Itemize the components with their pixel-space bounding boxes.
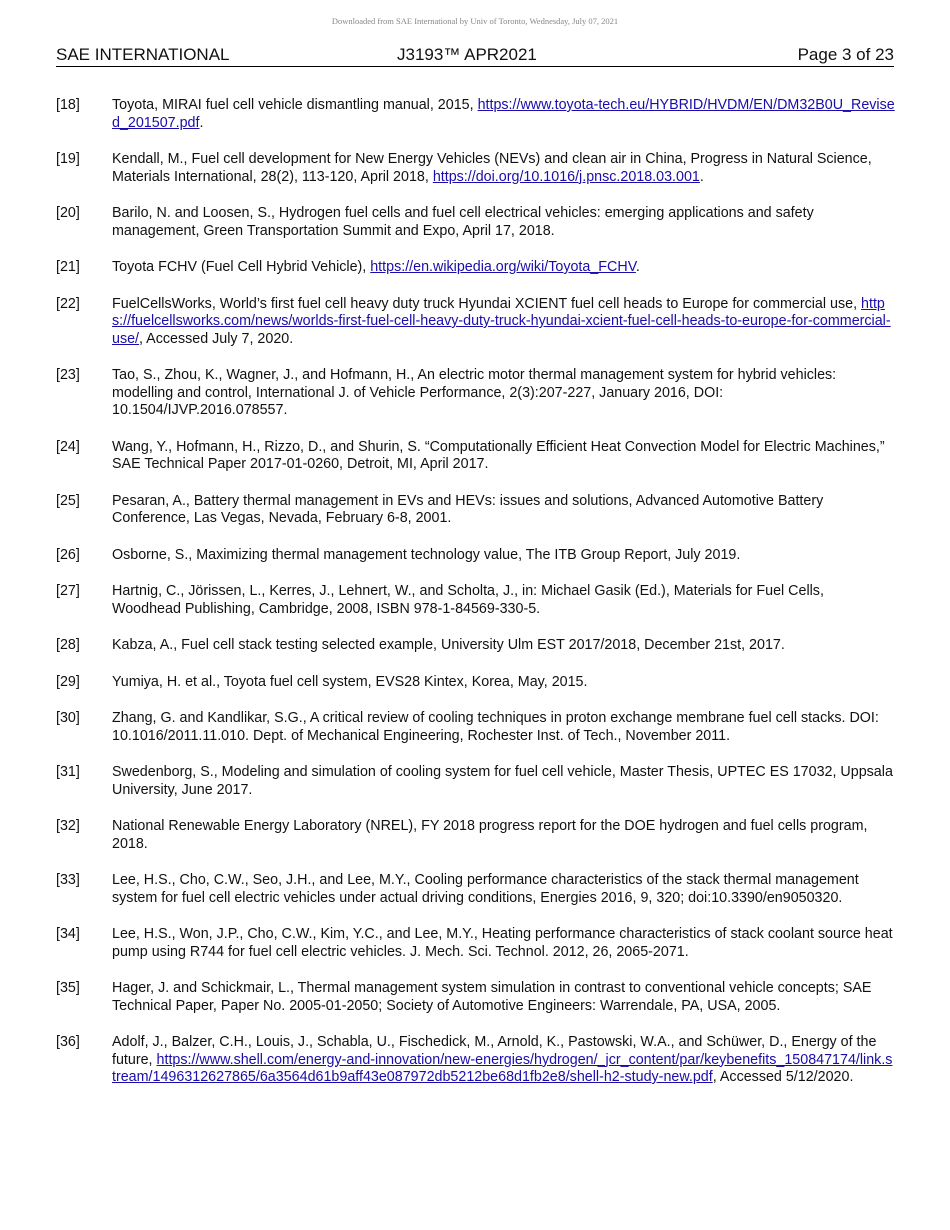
reference-body: Toyota FCHV (Fuel Cell Hybrid Vehicle), [112, 259, 371, 275]
reference-suffix: . [199, 114, 204, 131]
reference-body: Adolf, J., Balzer, C.H., Louis, J., Schabla, U., Fischedick, M., Arnold, K., Pastowski, W.A., and Schüwer, D., Energy of the future, [112, 1034, 877, 1068]
reference-number: [33] [56, 872, 80, 888]
reference-number: [36] [56, 1034, 80, 1050]
reference-number: [32] [56, 818, 80, 834]
reference-number: [19] [56, 151, 80, 167]
reference-text [112, 296, 896, 349]
reference-number: [21] [56, 259, 80, 275]
header-page-number: Page 3 of 23 [797, 45, 894, 64]
reference-suffix: , Accessed 5/12/2020. [712, 1069, 854, 1085]
reference-item [56, 818, 896, 853]
download-note: Downloaded from SAE International by Univ of Toronto, Wednesday, July 07, 2021 [331, 16, 619, 26]
reference-item [56, 764, 896, 799]
reference-text [112, 764, 896, 799]
reference-item [56, 367, 896, 420]
reference-suffix: , Accessed July 7, 2020. [139, 330, 294, 347]
reference-text [112, 872, 896, 907]
reference-body: Hager, J. and Schickmair, L., Thermal management system simulation in contrast to conventional vehicle concepts; SAE Technical Paper, Paper No. 2005-01-2050; Society of Automotive Engineers: Warrendale, PA, USA, 2005. [112, 980, 872, 1014]
reference-text [112, 97, 896, 132]
reference-text [112, 205, 896, 240]
reference-item [56, 980, 896, 1015]
reference-item [56, 710, 896, 745]
reference-body: Pesaran, A., Battery thermal management in EVs and HEVs: issues and solutions, Advanced Automotive Battery Conference, Las Vegas, Nevada, February 6-8, 2001. [112, 492, 824, 526]
reference-body: Kabza, A., Fuel cell stack testing selected example, University Ulm EST 2017/2018, December 21st, 2017. [112, 637, 785, 653]
reference-number: [28] [56, 637, 80, 653]
header-document-id: J3193™ APR2021 [397, 45, 537, 64]
reference-number: [18] [56, 97, 80, 113]
reference-body: Tao, S., Zhou, K., Wagner, J., and Hofmann, H., An electric motor thermal management system for hybrid vehicles: modelling and control, International J. of Vehicle Performance, 2(3):207-227, January 2016, DOI: 10.1504/IJVP.2016.078557. [112, 367, 837, 418]
reference-text [112, 259, 896, 277]
reference-number: [20] [56, 205, 80, 221]
reference-text [112, 439, 896, 474]
reference-number: [24] [56, 438, 80, 455]
reference-number: [34] [56, 926, 80, 942]
reference-text [112, 547, 896, 565]
reference-number: [22] [56, 295, 80, 312]
reference-body: Hartnig, C., Jörissen, L., Kerres, J., Lehnert, W., and Scholta, J., in: Michael Gasik (Ed.), Materials for Fuel Cells, Woodhead Publishing, Cambridge, 2008, ISBN 978-1-84569-330-5. [112, 583, 824, 617]
reference-text [112, 926, 896, 961]
reference-body: Wang, Y., Hofmann, H., Rizzo, D., and Shurin, S. “Computationally Efficient Heat Convection Model for Electric Machines,” SAE Technical Paper 2017-01-0260, Detroit, MI, April 2017. [112, 438, 885, 472]
reference-body: FuelCellsWorks, World’s first fuel cell heavy duty truck Hyundai XCIENT fuel cell heads to Europe for commercial use, [112, 295, 862, 312]
reference-suffix: . [699, 168, 704, 185]
reference-body: Zhang, G. and Kandlikar, S.G., A critical review of cooling techniques in proton exchange membrane fuel cell stacks. DOI: 10.1016/2011.11.010. Dept. of Mechanical Engineering, Rochester Inst. of Tech., November 2011. [112, 710, 879, 744]
reference-link[interactable]: https://en.wikipedia.org/wiki/Toyota_FCHV [370, 259, 636, 275]
reference-list [56, 97, 896, 1106]
reference-body: Swedenborg, S., Modeling and simulation of cooling system for fuel cell vehicle, Master Thesis, UPTEC ES 17032, Uppsala University, June 2017. [112, 764, 893, 798]
reference-number: [30] [56, 710, 80, 726]
reference-item [56, 151, 896, 186]
reference-item [56, 872, 896, 907]
reference-text [112, 674, 896, 692]
reference-number: [23] [56, 367, 80, 383]
reference-link[interactable]: https://www.toyota-tech.eu/HYBRID/HVDM/EN/DM32B0U_Revised_201507.pdf [112, 97, 895, 131]
reference-item [56, 97, 896, 132]
reference-item [56, 439, 896, 474]
reference-body: Lee, H.S., Cho, C.W., Seo, J.H., and Lee, M.Y., Cooling performance characteristics of the stack thermal management system for fuel cell electric vehicles under actual driving conditions, Energies 2016, 9, 320; doi:10.3390/en9050320. [112, 872, 859, 906]
reference-text [112, 1034, 896, 1087]
reference-number: [25] [56, 492, 80, 509]
reference-text [112, 980, 896, 1015]
reference-text [112, 367, 896, 420]
reference-text [112, 710, 896, 745]
reference-item [56, 205, 896, 240]
header-organization: SAE INTERNATIONAL [56, 45, 230, 64]
reference-item [56, 493, 896, 528]
reference-text [112, 818, 896, 853]
reference-link[interactable]: https://www.shell.com/energy-and-innovation/new-energies/hydrogen/_jcr_content/par/keybenefits_150847174/link.stream/1496312627865/6a3564d61b9aff43e087972db5212be68d1fb2e8/shell-h2-study-new.pdf [112, 1051, 893, 1085]
reference-number: [27] [56, 583, 80, 599]
reference-item [56, 1034, 896, 1087]
reference-body: Kendall, M., Fuel cell development for New Energy Vehicles (NEVs) and clean air in China, Progress in Natural Science, Materials International, 28(2), 113-120, April 2018, [112, 151, 872, 185]
reference-number: [31] [56, 764, 80, 780]
reference-text [112, 493, 896, 528]
reference-item [56, 296, 896, 349]
reference-text [112, 151, 896, 186]
reference-number: [35] [56, 980, 80, 996]
reference-body: Lee, H.S., Won, J.P., Cho, C.W., Kim, Y.C., and Lee, M.Y., Heating performance characteristics of stack coolant source heat pump using R744 for fuel cell electric vehicles. J. Mech. Sci. Technol. 2012, 26, 2065-2071. [112, 926, 893, 960]
reference-item [56, 583, 896, 618]
reference-body: Yumiya, H. et al., Toyota fuel cell system, EVS28 Kintex, Korea, May, 2015. [112, 673, 588, 690]
reference-item [56, 926, 896, 961]
reference-body: Osborne, S., Maximizing thermal management technology value, The ITB Group Report, July 2019. [112, 546, 741, 563]
reference-item [56, 637, 896, 655]
reference-body: National Renewable Energy Laboratory (NREL), FY 2018 progress report for the DOE hydrogen and fuel cells program, 2018. [112, 818, 868, 852]
reference-suffix: . [635, 259, 640, 275]
reference-text [112, 583, 896, 618]
reference-link[interactable]: https://fuelcellsworks.com/news/worlds-first-fuel-cell-heavy-duty-truck-hyundai-xcient-fuel-cell-heads-to-europe-for-commercial-use/ [112, 295, 891, 347]
reference-link[interactable]: https://doi.org/10.1016/j.pnsc.2018.03.001 [432, 168, 700, 185]
page-header [56, 44, 894, 67]
reference-item [56, 259, 896, 277]
reference-text [112, 637, 896, 655]
reference-number: [29] [56, 673, 80, 690]
reference-body: Toyota, MIRAI fuel cell vehicle dismantling manual, 2015, [112, 97, 478, 113]
reference-body: Barilo, N. and Loosen, S., Hydrogen fuel cells and fuel cell electrical vehicles: emerging applications and safety management, Green Transportation Summit and Expo, April 17, 2018. [112, 205, 814, 239]
reference-number: [26] [56, 546, 80, 563]
reference-item [56, 547, 896, 565]
reference-item [56, 674, 896, 692]
